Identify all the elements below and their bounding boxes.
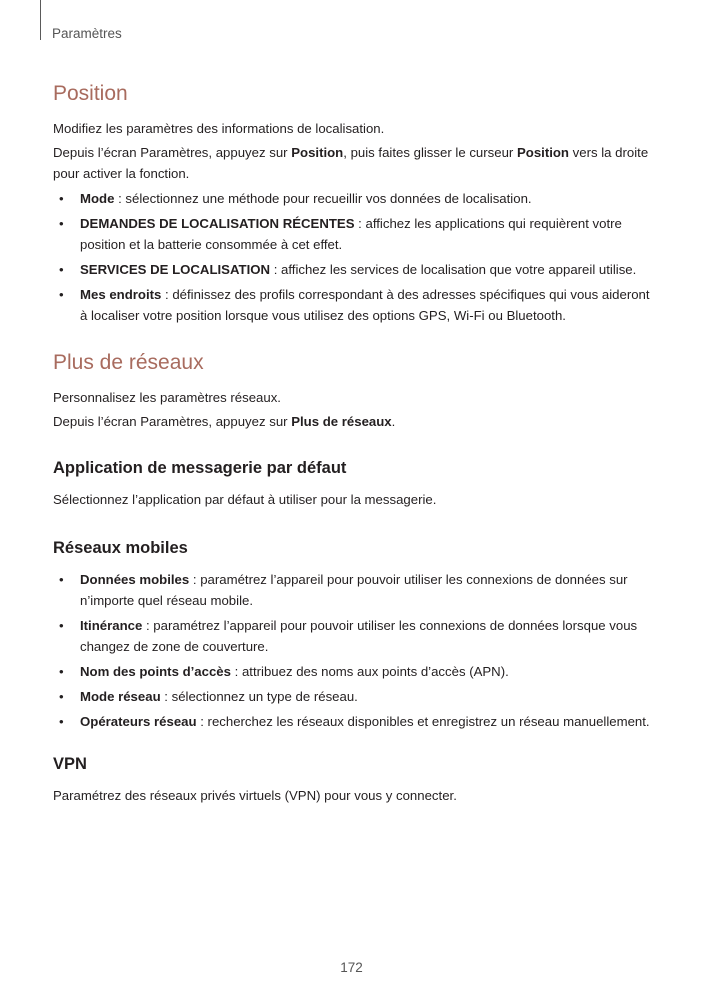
item-term: Nom des points d’accès bbox=[80, 664, 231, 679]
item-term: DEMANDES DE LOCALISATION RÉCENTES bbox=[80, 216, 355, 231]
position-options-list bbox=[53, 188, 653, 326]
item-term: Itinérance bbox=[80, 618, 143, 633]
bullet-icon: • bbox=[59, 714, 64, 729]
list-item bbox=[53, 686, 653, 707]
list-item bbox=[53, 284, 653, 326]
section-more-networks bbox=[53, 349, 653, 432]
list-item bbox=[53, 615, 653, 657]
item-desc: : recherchez les réseaux disponibles et enregistrez un réseau manuellement. bbox=[196, 714, 650, 729]
item-term: Mode réseau bbox=[80, 689, 161, 704]
vpn-text: Paramétrez des réseaux privés virtuels (VPN) pour vous y connecter. bbox=[53, 788, 457, 803]
item-term: SERVICES DE LOCALISATION bbox=[80, 262, 271, 277]
text-run: , puis faites glisser le curseur bbox=[343, 145, 517, 160]
page-number: 172 bbox=[340, 960, 363, 975]
item-desc: : paramétrez l’appareil pour pouvoir utiliser les connexions de données lorsque vous changez de zone de couverture. bbox=[80, 618, 638, 654]
heading-more-networks: Plus de réseaux bbox=[53, 351, 204, 374]
section-position bbox=[53, 80, 653, 326]
section-vpn bbox=[53, 753, 653, 806]
item-desc: : paramétrez l’appareil pour pouvoir utiliser les connexions de données sur n’importe quel réseau mobile. bbox=[80, 572, 628, 608]
running-head: Paramètres bbox=[52, 26, 122, 41]
more-networks-intro: Personnalisez les paramètres réseaux. bbox=[53, 390, 281, 405]
mobile-networks-list bbox=[53, 569, 653, 732]
text-bold: Plus de réseaux bbox=[291, 414, 392, 429]
position-instructions bbox=[53, 142, 653, 184]
heading-default-messaging: Application de messagerie par défaut bbox=[53, 459, 347, 477]
heading-mobile-networks: Réseaux mobiles bbox=[53, 539, 188, 557]
item-term: Opérateurs réseau bbox=[80, 714, 197, 729]
page-content bbox=[53, 80, 653, 809]
bullet-icon: • bbox=[59, 262, 64, 277]
item-term: Données mobiles bbox=[80, 572, 190, 587]
text-bold: Position bbox=[291, 145, 344, 160]
item-desc: : sélectionnez un type de réseau. bbox=[160, 689, 358, 704]
bullet-icon: • bbox=[59, 287, 64, 302]
item-desc: : sélectionnez une méthode pour recueillir vos données de localisation. bbox=[114, 191, 532, 206]
bullet-icon: • bbox=[59, 572, 64, 587]
text-run: vers la droite pour activer la fonction. bbox=[53, 145, 649, 181]
text-run: Depuis l’écran Paramètres, appuyez sur bbox=[53, 145, 292, 160]
list-item bbox=[53, 661, 653, 682]
bullet-icon: • bbox=[59, 618, 64, 633]
header-rule bbox=[40, 0, 41, 40]
item-term: Mes endroits bbox=[80, 287, 162, 302]
position-intro: Modifiez les paramètres des informations de localisation. bbox=[53, 121, 385, 136]
section-mobile-networks bbox=[53, 537, 653, 732]
item-desc: : attribuez des noms aux points d’accès (APN). bbox=[230, 664, 509, 679]
item-term: Mode bbox=[80, 191, 115, 206]
more-networks-instructions bbox=[53, 411, 653, 432]
default-messaging-text: Sélectionnez l’application par défaut à utiliser pour la messagerie. bbox=[53, 492, 437, 507]
list-item bbox=[53, 569, 653, 611]
list-item bbox=[53, 213, 653, 255]
text-bold: Position bbox=[516, 145, 569, 160]
list-item bbox=[53, 188, 653, 209]
item-desc: : affichez les services de localisation que votre appareil utilise. bbox=[270, 262, 637, 277]
list-item bbox=[53, 259, 653, 280]
text-run: . bbox=[391, 414, 396, 429]
text-run: Depuis l’écran Paramètres, appuyez sur bbox=[53, 414, 292, 429]
heading-position: Position bbox=[53, 82, 128, 105]
section-default-messaging bbox=[53, 457, 653, 510]
list-item bbox=[53, 711, 653, 732]
bullet-icon: • bbox=[59, 664, 64, 679]
bullet-icon: • bbox=[59, 191, 64, 206]
bullet-icon: • bbox=[59, 216, 64, 231]
item-desc: : définissez des profils correspondant à des adresses spécifiques qui vous aideront à localiser votre position lorsque vous utilisez des options GPS, Wi-Fi ou Bluetooth. bbox=[80, 287, 650, 323]
item-desc: : affichez les applications qui requièrent votre position et la batterie consommée à cet effet. bbox=[80, 216, 622, 252]
bullet-icon: • bbox=[59, 689, 64, 704]
heading-vpn: VPN bbox=[53, 755, 87, 773]
